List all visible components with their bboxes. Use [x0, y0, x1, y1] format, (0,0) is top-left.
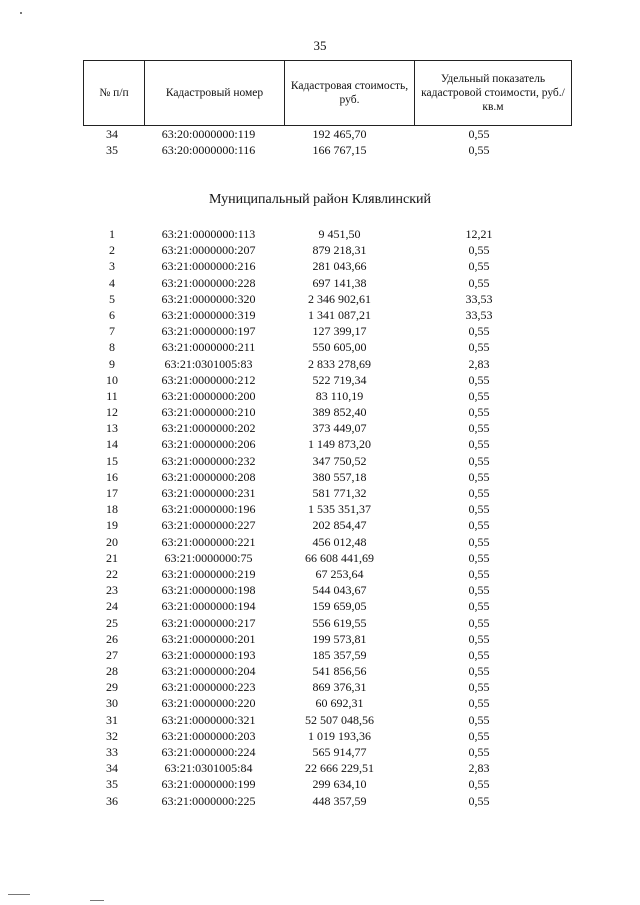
cadastral-number: 63:21:0000000:202 [161, 421, 256, 436]
table-row [83, 258, 555, 274]
cadastral-value: 581 771,32 [312, 486, 367, 500]
row-number: 33 [106, 745, 118, 759]
row-number: 7 [109, 324, 115, 339]
cadastral-number: 63:20:0000000:116 [161, 143, 256, 158]
cadastral-number: 63:21:0301005:83 [164, 356, 253, 371]
specific-value: 0,55 [468, 664, 490, 679]
row-number: 35 [106, 777, 118, 792]
cadastral-number: 63:21:0000000:193 [161, 647, 256, 662]
scan-speck [20, 12, 22, 14]
section-title: Муниципальный район Клявлинский [208, 192, 432, 207]
table-row [83, 339, 555, 355]
specific-value: 0,55 [468, 502, 490, 517]
table-row [83, 728, 555, 744]
specific-value: 0,55 [468, 728, 490, 743]
cadastral-value: 1 149 873,20 [308, 437, 371, 452]
specific-value: 2,83 [468, 761, 490, 776]
row-number: 12 [106, 405, 118, 420]
cadastral-number: 63:20:0000000:119 [161, 127, 256, 141]
row-number: 4 [109, 275, 115, 290]
cadastral-value: 544 043,67 [312, 583, 367, 598]
specific-value: 0,55 [468, 647, 490, 662]
row-number: 10 [106, 372, 118, 387]
cadastral-number: 63:21:0000000:198 [161, 583, 256, 598]
table-row [83, 126, 555, 142]
specific-value: 33,53 [465, 307, 493, 322]
cadastral-number: 63:21:0000000:232 [161, 453, 256, 468]
specific-value: 0,55 [468, 453, 490, 468]
table-row [83, 388, 555, 404]
table-row [83, 582, 555, 598]
row-number: 36 [106, 793, 118, 808]
cadastral-number: 63:21:0000000:200 [161, 388, 256, 403]
table-row [83, 226, 555, 242]
header-row [84, 61, 572, 126]
cadastral-number: 63:21:0000000:207 [161, 243, 256, 258]
row-number: 34 [106, 127, 118, 141]
cadastral-number: 63:21:0000000:203 [161, 728, 256, 743]
cadastral-number: 63:21:0000000:321 [161, 712, 256, 727]
row-number: 20 [106, 534, 118, 549]
cadastral-value: 192 465,70 [312, 127, 367, 141]
row-number: 22 [106, 566, 118, 581]
row-number: 35 [106, 143, 118, 158]
cadastral-number: 63:21:0000000:219 [161, 566, 256, 581]
row-number: 14 [106, 437, 118, 452]
specific-value: 0,55 [468, 143, 490, 158]
cadastral-value: 448 357,59 [312, 793, 367, 808]
table-row [83, 615, 555, 631]
cadastral-value: 456 012,48 [312, 534, 367, 549]
cadastral-number: 63:21:0000000:227 [161, 518, 256, 533]
row-number: 13 [106, 421, 118, 436]
cadastral-number: 63:21:0000000:199 [161, 777, 256, 792]
cadastral-number: 63:21:0000000:75 [164, 550, 253, 565]
cadastral-value: 22 666 229,51 [305, 761, 374, 776]
cadastral-value: 2 346 902,61 [308, 291, 371, 306]
header-number: № п/п [84, 61, 145, 126]
header-specific-value: Удельный показатель кадастровой стоимости, руб./кв.м [415, 61, 572, 126]
cadastral-value: 556 619,55 [312, 615, 367, 630]
scan-speck [8, 894, 30, 895]
row-number: 21 [106, 550, 118, 565]
cadastral-value: 281 043,66 [312, 259, 367, 274]
specific-value: 0,55 [468, 680, 490, 695]
cadastral-number: 63:21:0000000:223 [161, 680, 256, 695]
cadastral-number: 63:21:0000000:221 [161, 534, 256, 549]
table-row [83, 453, 555, 469]
specific-value: 0,55 [468, 340, 490, 355]
cadastral-value: 127 399,17 [312, 324, 367, 339]
specific-value: 0,55 [468, 566, 490, 581]
header-cadastral-number: Кадастровый номер [145, 61, 285, 126]
cadastral-value: 879 218,31 [312, 243, 367, 258]
table-row [83, 663, 555, 679]
cadastral-number: 63:21:0000000:208 [161, 469, 256, 484]
specific-value: 0,55 [468, 534, 490, 549]
cadastral-value: 202 854,47 [312, 518, 367, 533]
table-row [83, 501, 555, 517]
table-row [83, 356, 555, 372]
cadastral-number: 63:21:0000000:224 [161, 745, 256, 759]
cadastral-number: 63:21:0000000:210 [161, 405, 256, 420]
specific-value: 0,55 [468, 712, 490, 727]
specific-value: 0,55 [468, 631, 490, 646]
cadastral-number: 63:21:0000000:196 [161, 502, 256, 517]
row-number: 30 [106, 696, 118, 711]
row-number: 17 [106, 486, 118, 500]
cadastral-value: 1 019 193,36 [308, 728, 371, 743]
cadastral-value: 541 856,56 [312, 664, 367, 679]
table-row [83, 291, 555, 307]
cadastral-value: 166 767,15 [312, 143, 367, 158]
row-number: 31 [106, 712, 118, 727]
row-number: 27 [106, 647, 118, 662]
specific-value: 0,55 [468, 599, 490, 614]
cadastral-number: 63:21:0000000:212 [161, 372, 256, 387]
cadastral-value: 373 449,07 [312, 421, 367, 436]
table-row [83, 550, 555, 566]
row-number: 15 [106, 453, 118, 468]
specific-value: 0,55 [468, 275, 490, 290]
row-number: 9 [109, 356, 115, 371]
cadastral-value: 1 341 087,21 [308, 307, 371, 322]
table-row [83, 695, 555, 711]
table-row [83, 142, 555, 158]
cadastral-value: 1 535 351,37 [308, 502, 371, 517]
cadastral-value: 159 659,05 [312, 599, 367, 614]
row-number: 1 [109, 227, 115, 241]
cadastral-value: 550 605,00 [312, 340, 367, 355]
specific-value: 0,55 [468, 745, 490, 759]
cadastral-number: 63:21:0000000:217 [161, 615, 256, 630]
specific-value: 0,55 [468, 777, 490, 792]
table-row [83, 372, 555, 388]
cadastral-number: 63:21:0000000:113 [161, 227, 256, 241]
table-row [83, 679, 555, 695]
cadastral-number: 63:21:0000000:201 [161, 631, 256, 646]
row-number: 28 [106, 664, 118, 679]
cadastral-value: 299 634,10 [312, 777, 367, 792]
specific-value: 0,55 [468, 372, 490, 387]
specific-value: 0,55 [468, 518, 490, 533]
row-number: 3 [109, 259, 115, 274]
cadastral-number: 63:21:0000000:206 [161, 437, 256, 452]
cadastral-value: 60 692,31 [315, 696, 364, 711]
cadastral-value: 869 376,31 [312, 680, 367, 695]
specific-value: 0,55 [468, 469, 490, 484]
table-row [83, 420, 555, 436]
scan-speck [90, 900, 104, 901]
table-row [83, 517, 555, 533]
specific-value: 2,83 [468, 356, 490, 371]
cadastral-number: 63:21:0000000:216 [161, 259, 256, 274]
row-number: 6 [109, 307, 115, 322]
table-row [83, 307, 555, 323]
table-row [83, 534, 555, 550]
page-number: 35 [313, 38, 327, 53]
table-row [83, 323, 555, 339]
row-number: 34 [106, 761, 118, 776]
specific-value: 0,55 [468, 583, 490, 598]
table-body [83, 226, 555, 809]
cadastral-value: 522 719,34 [312, 372, 367, 387]
specific-value: 0,55 [468, 615, 490, 630]
cadastral-value: 185 357,59 [312, 647, 367, 662]
cadastral-value: 9 451,50 [318, 227, 361, 241]
cadastral-value: 83 110,19 [315, 388, 364, 403]
specific-value: 0,55 [468, 127, 490, 141]
cadastral-number: 63:21:0000000:319 [161, 307, 256, 322]
table-continuation-rows [83, 126, 555, 158]
specific-value: 0,55 [468, 793, 490, 808]
row-number: 29 [106, 680, 118, 695]
specific-value: 0,55 [468, 421, 490, 436]
row-number: 2 [109, 243, 115, 258]
cadastral-number: 63:21:0000000:225 [161, 793, 256, 808]
cadastral-number: 63:21:0000000:194 [161, 599, 256, 614]
table-row [83, 566, 555, 582]
table-row [83, 712, 555, 728]
specific-value: 0,55 [468, 696, 490, 711]
cadastral-number: 63:21:0000000:211 [161, 340, 256, 355]
specific-value: 0,55 [468, 405, 490, 420]
specific-value: 0,55 [468, 259, 490, 274]
row-number: 25 [106, 615, 118, 630]
table-row [83, 242, 555, 258]
table-row [83, 485, 555, 501]
table-header [83, 60, 572, 126]
cadastral-number: 63:21:0000000:204 [161, 664, 256, 679]
table-row [83, 760, 555, 776]
table-row [83, 647, 555, 663]
table-row [83, 776, 555, 792]
row-number: 32 [106, 728, 118, 743]
table-row [83, 793, 555, 809]
row-number: 24 [106, 599, 118, 614]
cadastral-value: 199 573,81 [312, 631, 367, 646]
specific-value: 0,55 [468, 243, 490, 258]
cadastral-value: 52 507 048,56 [305, 712, 374, 727]
table-row [83, 275, 555, 291]
table-row [83, 631, 555, 647]
specific-value: 0,55 [468, 437, 490, 452]
cadastral-number: 63:21:0000000:320 [161, 291, 256, 306]
cadastral-value: 66 608 441,69 [305, 550, 374, 565]
table-row [83, 404, 555, 420]
row-number: 26 [106, 631, 118, 646]
table-row [83, 469, 555, 485]
table-row [83, 598, 555, 614]
table-row [83, 436, 555, 452]
cadastral-value: 697 141,38 [312, 275, 367, 290]
cadastral-value: 565 914,77 [312, 745, 367, 759]
row-number: 8 [109, 340, 115, 355]
cadastral-number: 63:21:0000000:228 [161, 275, 256, 290]
row-number: 18 [106, 502, 118, 517]
cadastral-number: 63:21:0000000:197 [161, 324, 256, 339]
row-number: 11 [106, 388, 118, 403]
row-number: 16 [106, 469, 118, 484]
cadastral-value: 67 253,64 [315, 566, 364, 581]
specific-value: 0,55 [468, 324, 490, 339]
header-cadastral-value: Кадастровая стоимость, руб. [285, 61, 415, 126]
specific-value: 12,21 [465, 227, 493, 241]
table-row [83, 744, 555, 760]
specific-value: 0,55 [468, 388, 490, 403]
row-number: 19 [106, 518, 118, 533]
cadastral-number: 63:21:0000000:231 [161, 486, 256, 500]
row-number: 5 [109, 291, 115, 306]
specific-value: 0,55 [468, 550, 490, 565]
row-number: 23 [106, 583, 118, 598]
cadastral-value: 2 833 278,69 [308, 356, 371, 371]
cadastral-value: 347 750,52 [312, 453, 367, 468]
specific-value: 33,53 [465, 291, 493, 306]
specific-value: 0,55 [468, 486, 490, 500]
cadastral-number: 63:21:0301005:84 [164, 761, 253, 776]
cadastral-value: 389 852,40 [312, 405, 367, 420]
cadastral-number: 63:21:0000000:220 [161, 696, 256, 711]
cadastral-value: 380 557,18 [312, 469, 367, 484]
